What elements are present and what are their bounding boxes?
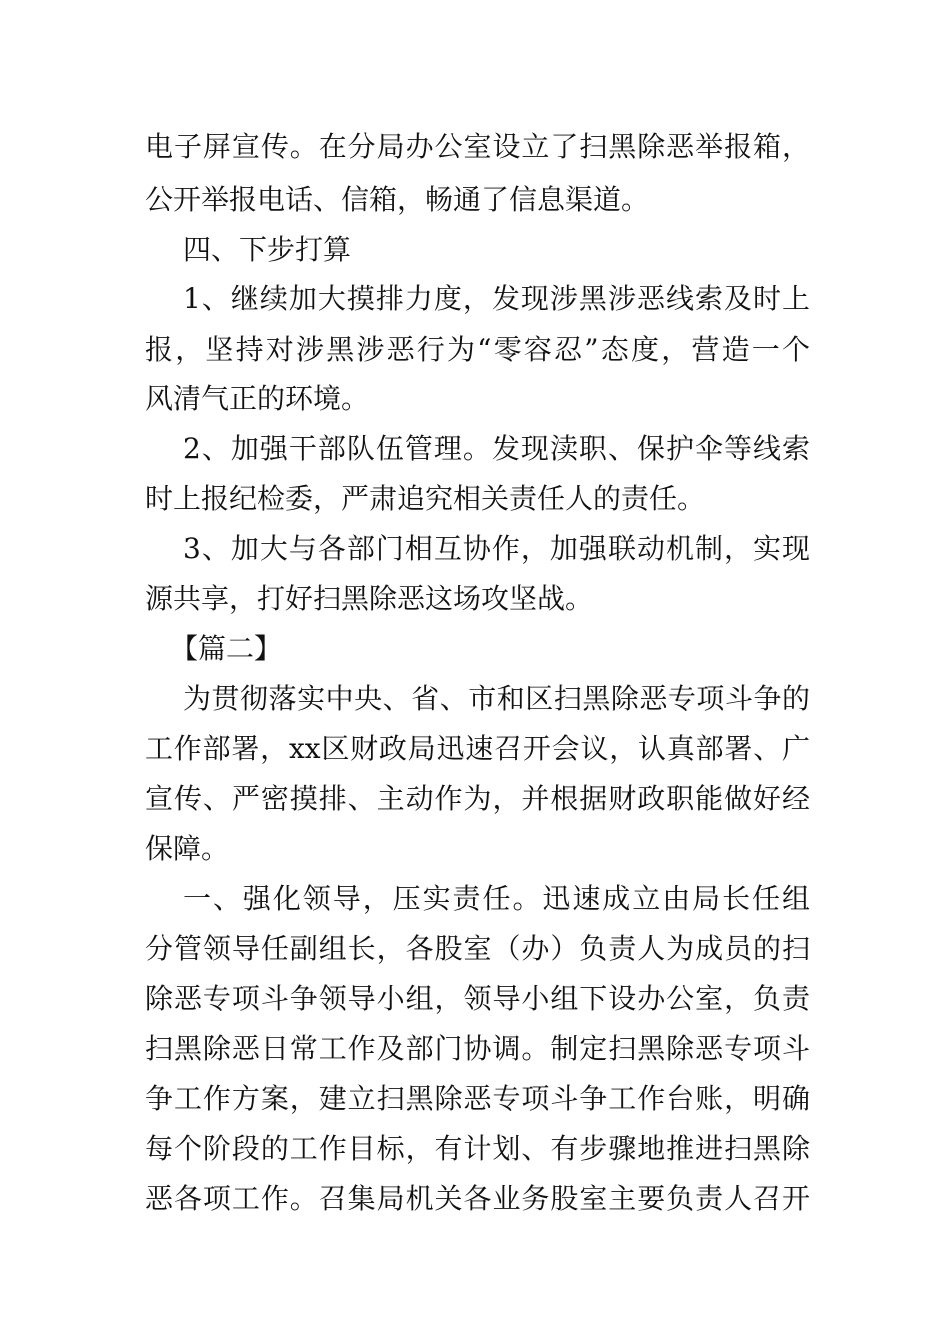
section-heading-next-steps: 四、下步打算 xyxy=(183,233,352,266)
text-line-15: 保障。 xyxy=(145,832,230,865)
text-line-19: 扫黑除恶日常工作及部门协调。制定扫黑除恶专项斗 xyxy=(145,1032,810,1065)
text-line-13: 工作部署，xx区财政局迅速召开会议，认真部署、广 xyxy=(145,732,810,765)
text-line-6: 风清气正的环境。 xyxy=(145,382,370,415)
section-heading-part-two: 【篇二】 xyxy=(170,632,283,665)
text-line-1: 电子屏宣传。在分局办公室设立了扫黑除恶举报箱， xyxy=(145,130,810,163)
text-line-2: 公开举报电话、信箱，畅通了信息渠道。 xyxy=(145,183,650,216)
text-line-7: 2、加强干部队伍管理。发现渎职、保护伞等线索 xyxy=(183,432,810,465)
text-line-18: 除恶专项斗争领导小组，领导小组下设办公室，负责 xyxy=(145,982,810,1015)
text-line-9: 3、加大与各部门相互协作，加强联动机制，实现 xyxy=(183,532,810,565)
text-line-5: 报，坚持对涉黑涉恶行为“零容忍”态度，营造一个 xyxy=(145,333,810,366)
text-line-17: 分管领导任副组长，各股室（办）负责人为成员的扫 xyxy=(145,932,810,965)
text-line-8: 时上报纪检委，严肃追究相关责任人的责任。 xyxy=(145,482,706,515)
text-line-14: 宣传、严密摸排、主动作为，并根据财政职能做好经 xyxy=(145,782,810,815)
text-line-20: 争工作方案，建立扫黑除恶专项斗争工作台账，明确 xyxy=(145,1082,810,1115)
text-line-16: 一、强化领导，压实责任。迅速成立由局长任组 xyxy=(183,882,810,915)
text-line-4: 1、继续加大摸排力度，发现涉黑涉恶线索及时上 xyxy=(183,282,810,315)
text-line-12: 为贯彻落实中央、省、市和区扫黑除恶专项斗争的 xyxy=(183,682,810,715)
text-line-22: 恶各项工作。召集局机关各业务股室主要负责人召开 xyxy=(145,1182,810,1215)
text-line-21: 每个阶段的工作目标，有计划、有步骤地推进扫黑除 xyxy=(145,1132,810,1165)
text-line-10: 源共享，打好扫黑除恶这场攻坚战。 xyxy=(145,582,594,615)
